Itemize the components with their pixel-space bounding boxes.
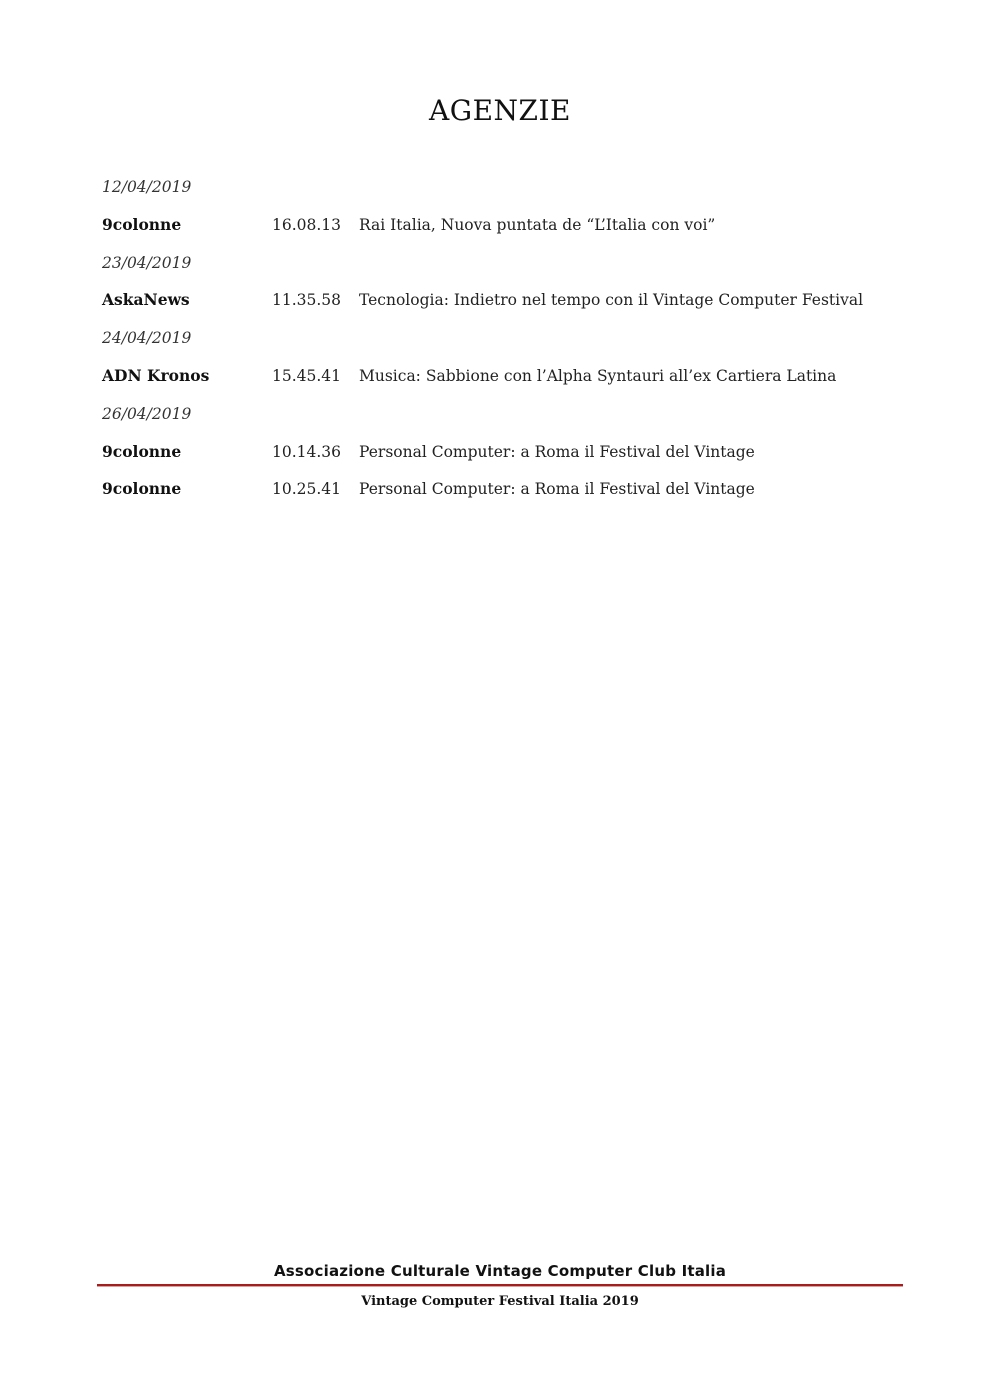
news-time: 15.45.41 (272, 366, 342, 385)
news-source: AskaNews (102, 290, 190, 310)
date-heading: 12/04/2019 (102, 178, 192, 196)
page-title: AGENZIE (429, 94, 571, 127)
news-item (102, 210, 902, 248)
news-source: 9colonne (102, 441, 182, 461)
news-time: 11.35.58 (272, 291, 342, 310)
news-item (102, 361, 902, 399)
news-title: Musica: Sabbione con l’Alpha Syntauri all’ex Cartiera Latina (359, 366, 837, 385)
footer-divider-shadow (97, 1286, 903, 1287)
news-source: 9colonne (102, 479, 182, 499)
news-source: ADN Kronos (102, 365, 210, 385)
footer-organization: Associazione Culturale Vintage Computer Club Italia (273, 1262, 727, 1280)
agency-news-list (102, 172, 902, 512)
news-time: 10.14.36 (272, 442, 342, 461)
news-time: 16.08.13 (272, 215, 342, 234)
footer-event: Vintage Computer Festival Italia 2019 (361, 1294, 639, 1309)
news-title: Rai Italia, Nuova puntata de “L’Italia con voi” (359, 215, 716, 234)
news-item (102, 437, 902, 475)
news-title: Personal Computer: a Roma il Festival del Vintage (359, 442, 755, 461)
date-heading: 24/04/2019 (102, 329, 192, 348)
news-item (102, 285, 902, 323)
news-item (102, 474, 902, 512)
date-heading: 23/04/2019 (102, 253, 192, 272)
news-source: 9colonne (102, 214, 182, 234)
date-heading: 26/04/2019 (102, 404, 192, 423)
news-title: Tecnologia: Indietro nel tempo con il Vintage Computer Festival (359, 291, 864, 310)
news-time: 10.25.41 (272, 480, 342, 499)
news-title: Personal Computer: a Roma il Festival del Vintage (359, 480, 755, 499)
